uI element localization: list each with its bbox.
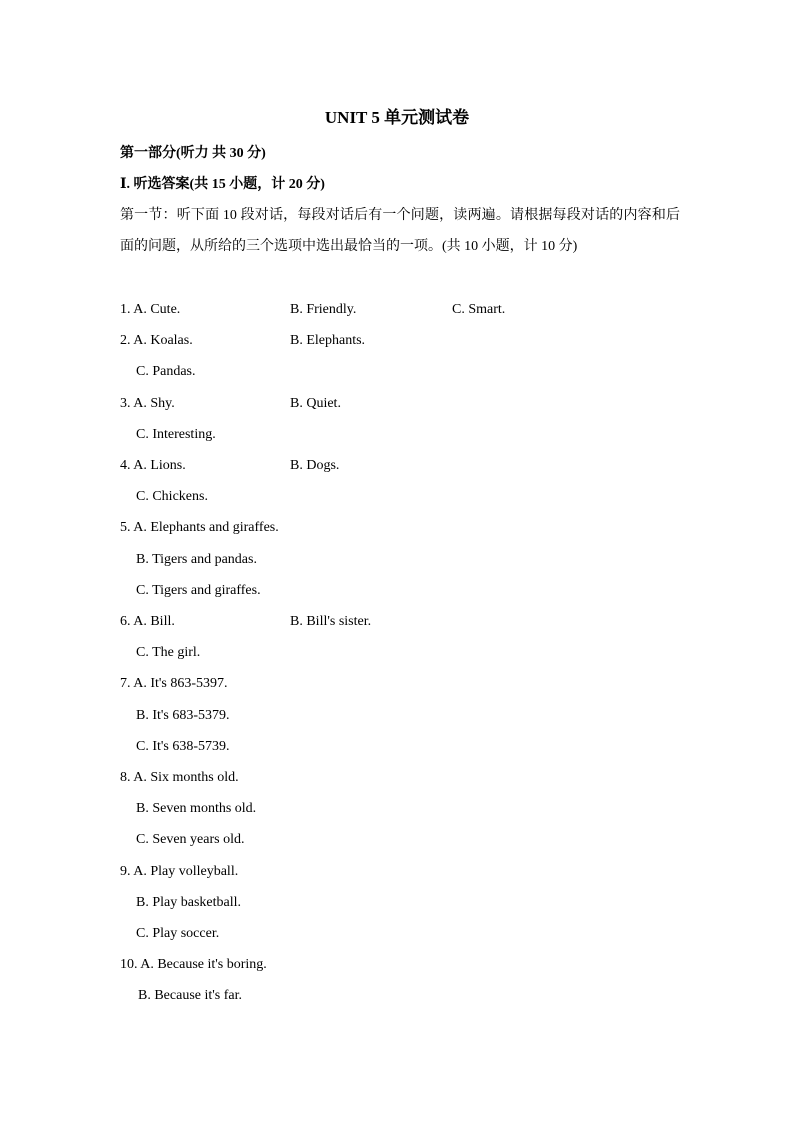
q9-option-c: C. Play soccer. xyxy=(136,926,220,941)
q4-option-a: 4. A. Lions. xyxy=(120,458,186,473)
q6-option-b: B. Bill's sister. xyxy=(290,614,372,629)
q2-option-c: C. Pandas. xyxy=(136,364,196,379)
question-2 xyxy=(120,330,680,352)
q2-option-a: 2. A. Koalas. xyxy=(120,333,193,348)
q6-option-a: 6. A. Bill. xyxy=(120,614,175,629)
section1-instructions: 第一节：听下面 10 段对话，每段对话后有一个问题，读两遍。请根据每段对话的内容和后面的问题，从所给的三个选项中选出最恰当的一项。(共 10 小题，计 10 分) xyxy=(120,208,680,255)
q10-option-a: 10. A. Because it's boring. xyxy=(120,957,267,972)
q10-option-b: B. Because it's far. xyxy=(138,988,242,1003)
question-4 xyxy=(120,455,680,477)
q5-option-a: 5. A. Elephants and giraffes. xyxy=(120,520,279,535)
q1-option-b: B. Friendly. xyxy=(290,302,357,317)
page-title: UNIT 5 单元测试卷 xyxy=(324,108,470,127)
q1-option-a: 1. A. Cute. xyxy=(120,302,181,317)
part1-heading: 第一部分(听力 共 30 分) xyxy=(120,146,266,161)
q1-option-c: C. Smart. xyxy=(452,302,506,317)
q3-option-a: 3. A. Shy. xyxy=(120,396,175,411)
q4-option-c: C. Chickens. xyxy=(136,489,208,504)
q5-option-b: B. Tigers and pandas. xyxy=(136,552,257,567)
q4-option-b: B. Dogs. xyxy=(290,458,340,473)
q8-option-c: C. Seven years old. xyxy=(136,832,245,847)
q9-option-a: 9. A. Play volleyball. xyxy=(120,864,239,879)
question-1 xyxy=(120,299,680,321)
q3-option-b: B. Quiet. xyxy=(290,396,341,411)
q8-option-b: B. Seven months old. xyxy=(136,801,257,816)
q7-option-c: C. It's 638-5739. xyxy=(136,739,230,754)
q8-option-a: 8. A. Six months old. xyxy=(120,770,239,785)
q3-option-c: C. Interesting. xyxy=(136,427,216,442)
question-3 xyxy=(120,393,680,415)
q6-option-c: C. The girl. xyxy=(136,645,201,660)
q7-option-b: B. It's 683-5379. xyxy=(136,708,230,723)
q5-option-c: C. Tigers and giraffes. xyxy=(136,583,261,598)
q2-option-b: B. Elephants. xyxy=(290,333,366,348)
section1-heading: Ⅰ. 听选答案(共 15 小题，计 20 分) xyxy=(120,177,325,192)
q9-option-b: B. Play basketball. xyxy=(136,895,241,910)
q7-option-a: 7. A. It's 863-5397. xyxy=(120,676,228,691)
question-6 xyxy=(120,611,680,633)
